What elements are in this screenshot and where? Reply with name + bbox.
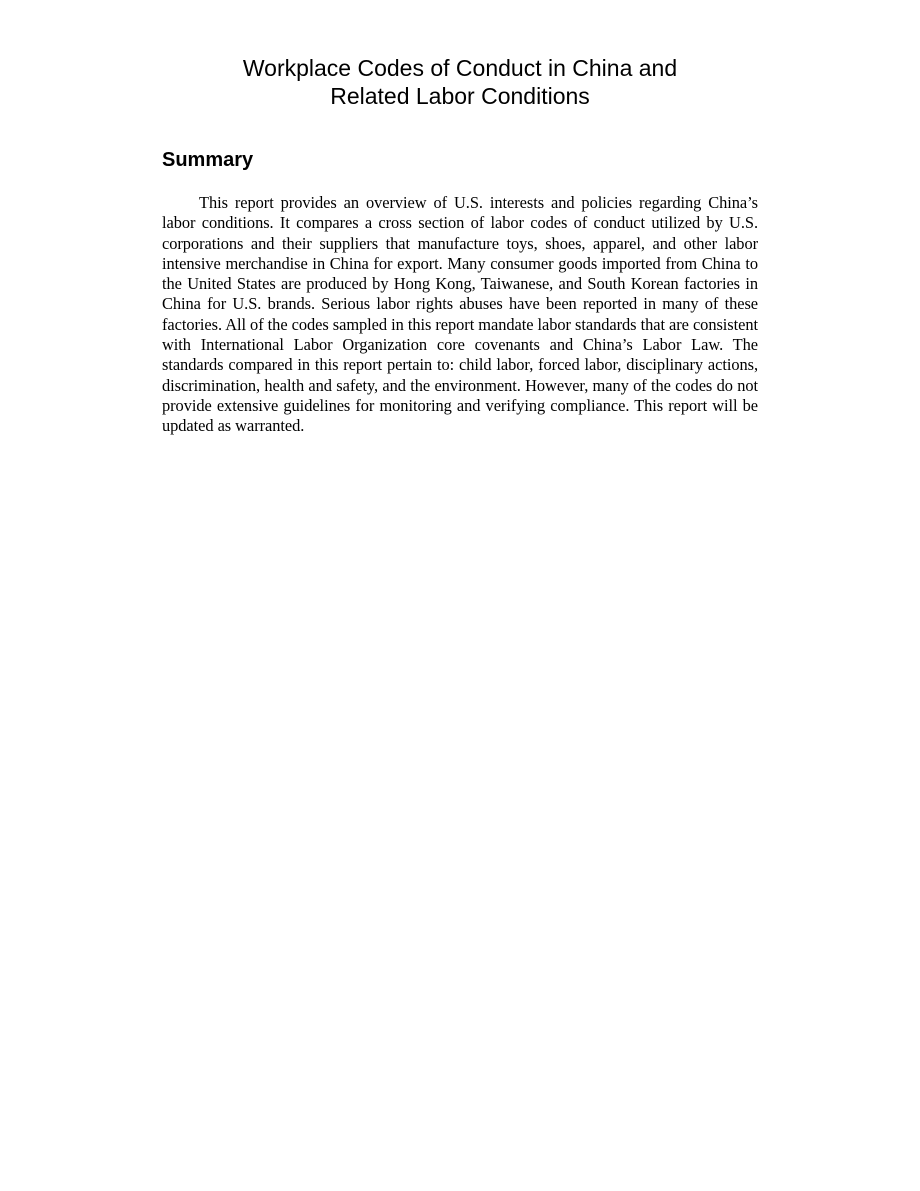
title-line-2: Related Labor Conditions [330,83,590,109]
summary-heading: Summary [162,149,254,171]
document-title [0,54,920,110]
title-line-1: Workplace Codes of Conduct in China and [242,55,678,81]
summary-paragraph: This report provides an overview of U.S. interests and policies regarding China’s labor conditions. It compares a cross section of labor codes of conduct utilized by U.S. corporations and their suppliers that manufacture toys, shoes, apparel, and other labor intensive merchandise in China for export. Many consumer goods imported from China to the United States are produced by Hong Kong, Taiwanese, and South Korean factories in China for U.S. brands. Serious labor rights abuses have been reported in many of these factories. All of the codes sampled in this report mandate labor standards that are consistent with International Labor Organization core covenants and China’s Labor Law. The standards compared in this report pertain to: child labor, forced labor, disciplinary actions, discrimination, health and safety, and the environment. However, many of the codes do not provide extensive guidelines for monitoring and verifying compliance. This report will be updated as warranted. [162,193,758,436]
